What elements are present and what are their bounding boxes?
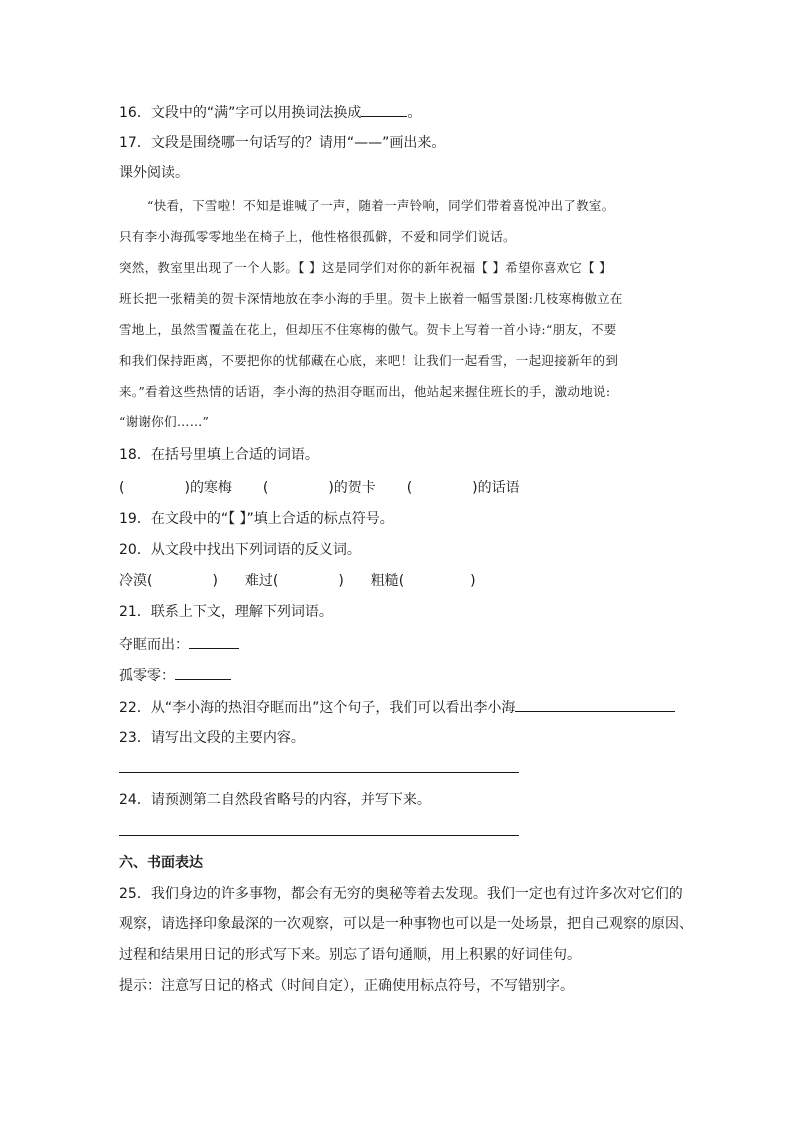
item-18-1: 的寒梅: [189, 480, 232, 496]
answer-line-23[interactable]: [119, 772, 519, 773]
answer-line-24[interactable]: [119, 835, 519, 836]
paren-open: (: [262, 480, 269, 496]
paren-open: (: [398, 573, 405, 589]
question-17: 17．文段是围绕哪一句话写的？请用“——”画出来。: [119, 135, 446, 151]
passage-line-5: 雪地上，虽然雪覆盖在花上，但却压不住寒梅的傲气。贺卡上写着一首小诗:“朋友，不要: [119, 322, 617, 337]
passage-line-6: 和我们保持距离，不要把你的忧郁藏在心底，来吧！让我们一起看雪，一起迎接新年的到: [119, 353, 619, 368]
question-16-end: 。: [407, 105, 422, 121]
passage-line-8: “谢谢你们……”: [119, 414, 210, 429]
paren-open: (: [406, 480, 413, 496]
paren-open: (: [147, 573, 153, 589]
question-18-items: [119, 478, 520, 498]
reading-title: 课外阅读。: [119, 165, 189, 181]
question-23: 23．请写出文段的主要内容。: [119, 730, 305, 746]
question-20-items: [119, 571, 476, 591]
paren-close: ): [338, 573, 344, 589]
answer-blank-16[interactable]: [361, 102, 407, 117]
question-24: 24．请预测第二自然段省略号的内容，并写下来。: [119, 792, 431, 808]
question-16: [119, 102, 421, 123]
question-25-line-2: 观察，请选择印象最深的一次观察，可以是一种事物也可以是一处场景，把自己观察的原因、: [119, 916, 693, 932]
question-25-tip: 提示：注意写日记的格式（时间自定），正确使用标点符号，不写错别字。: [119, 978, 574, 994]
question-18: 18．在括号里填上合适的词语。: [119, 447, 319, 463]
question-25-line-3: 过程和结果用日记的形式写下来。别忘了语句通顺，用上积累的好词佳句。: [119, 947, 581, 963]
paren-close: ): [328, 480, 334, 496]
passage-line-7: 来。”看着这些热情的话语，李小海的热泪夺眶而出，他站起来握住班长的手，激动地说:: [119, 384, 611, 399]
word-20-1: 冷漠: [119, 573, 147, 589]
item-18-2: 的贺卡: [333, 480, 376, 496]
passage-line-2: 只有李小海孤零零地坐在椅子上，他性格很孤僻，不爱和同学们说话。: [119, 229, 516, 244]
question-25-line-1: 25．我们身边的许多事物，都会有无穷的奥秘等着去发现。我们一定也有过许多次对它们的: [119, 886, 683, 902]
paren-close: ): [470, 573, 476, 589]
question-19: 19．在文段中的“【 】”填上合适的标点符号。: [119, 511, 394, 527]
word-20-3: 粗糙: [370, 573, 399, 589]
term-21-2: 孤零零：: [119, 668, 175, 684]
paren-close: ): [184, 480, 190, 496]
paren-close: ): [472, 480, 478, 496]
paren-close: ): [212, 573, 218, 589]
passage-line-3: 突然，教室里出现了一个人影。【 】这是同学们对你的新年祝福【 】希望你喜欢它【 】: [119, 260, 612, 275]
answer-blank-21-2[interactable]: [175, 665, 231, 680]
paren-open: (: [119, 480, 125, 496]
section-6-title: 六、书面表达: [119, 855, 203, 871]
question-20: 20．从文段中找出下列词语的反义词。: [119, 542, 361, 558]
question-22-text: 22．从“李小海的热泪夺眶而出”这个句子，我们可以看出李小海: [119, 700, 516, 716]
term-21-1: 夺眶而出：: [119, 637, 189, 653]
word-20-2: 难过: [244, 573, 273, 589]
question-21: 21．联系上下文，理解下列词语。: [119, 604, 333, 620]
question-22: [119, 697, 675, 718]
passage-line-1: “快看，下雪啦！不知是谁喊了一声，随着一声铃响，同学们带着喜悦冲出了教室。: [147, 198, 615, 213]
question-16-text: 16．文段中的“满”字可以用换词法换成: [119, 105, 362, 121]
item-18-3: 的话语: [477, 480, 520, 496]
question-21-term-2: [119, 665, 231, 686]
answer-blank-22[interactable]: [515, 697, 675, 712]
passage-line-4: 班长把一张精美的贺卡深情地放在李小海的手里。贺卡上嵌着一幅雪景图:几枝寒梅傲立在: [119, 291, 623, 306]
paren-open: (: [272, 573, 279, 589]
answer-blank-21-1[interactable]: [189, 634, 239, 649]
question-21-term-1: [119, 634, 239, 655]
